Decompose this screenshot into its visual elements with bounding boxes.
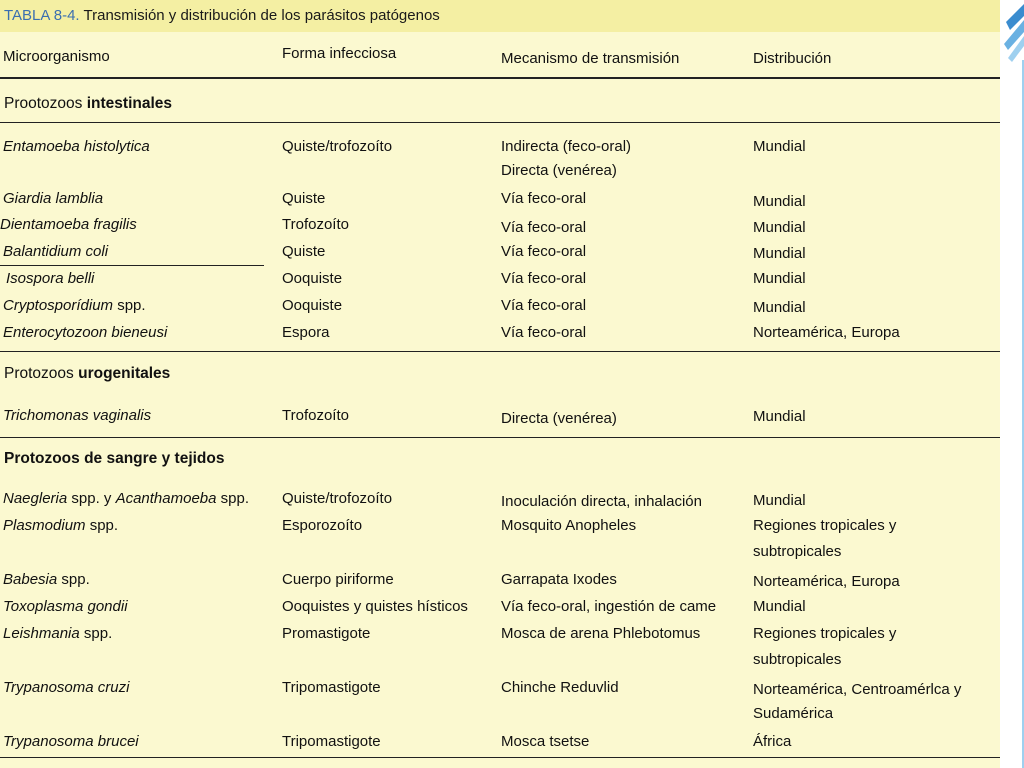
mechanism-line-2: Directa (venérea) [501, 162, 617, 179]
cell-organism: Trypanosoma brucei [3, 733, 139, 750]
cell-form: Trofozoíto [282, 216, 349, 233]
cell-organism: Isospora belli [6, 270, 95, 287]
row-underline [0, 265, 264, 266]
cell-distribution: Mundial [753, 598, 806, 615]
organism-genus: Cryptosporídium [3, 297, 114, 314]
cell-distribution [753, 515, 896, 562]
cell-mechanism: Vía feco-oral [501, 297, 587, 314]
cell-distribution: Mundial [753, 219, 806, 236]
cell-distribution: Mundial [753, 193, 806, 210]
header-distribucion: Distribución [753, 50, 832, 67]
distribution-line-1: Norteamérica, Centroamérlca y [753, 681, 962, 698]
cell-distribution: Mundial [753, 492, 806, 509]
cell-organism [3, 569, 90, 590]
organism-genus-2: Acanthamoeba [115, 490, 217, 507]
organism-suffix: spp. [85, 517, 119, 534]
section-heading-intestinales [4, 95, 172, 113]
distribution-line-2: Sudamérica [753, 705, 834, 722]
cell-form: Esporozoíto [282, 517, 363, 534]
swoosh-icon [1000, 0, 1024, 768]
cell-form: Ooquistes y quistes hísticos [282, 598, 468, 615]
cell-distribution: Mundial [753, 138, 806, 155]
slide-decoration [1000, 0, 1024, 768]
table-header-row [0, 37, 1000, 79]
section-divider [0, 437, 1000, 438]
section-bold: intestinales [86, 95, 173, 112]
cell-mechanism: Vía feco-oral, ingestión de came [501, 598, 717, 615]
cell-form: Ooquiste [282, 270, 343, 287]
cell-form: Quiste [282, 190, 326, 207]
cell-distribution: Mundial [753, 408, 806, 425]
cell-mechanism [501, 136, 631, 181]
cell-mechanism: Vía feco-oral [501, 243, 587, 260]
cell-distribution: Mundial [753, 299, 806, 316]
cell-mechanism: Vía feco-oral [501, 324, 587, 341]
cell-mechanism: Vía feco-oral [501, 190, 587, 207]
distribution-line-2: subtropicales [753, 543, 842, 560]
section-prefix: Prootozoos [4, 95, 83, 112]
organism-genus: Babesia [3, 571, 58, 588]
cell-form: Quiste [282, 243, 326, 260]
header-mecanismo: Mecanismo de transmisión [501, 50, 680, 67]
table-title-text: Transmisión y distribución de los parásitos patógenos [83, 7, 440, 24]
organism-suffix: spp. [79, 625, 113, 642]
table-bottom-rule [0, 757, 1000, 758]
distribution-line-2: subtropicales [753, 651, 842, 668]
section-heading-urogenitales [4, 365, 170, 383]
organism-suffix: spp. [216, 490, 250, 507]
cell-form: Promastigote [282, 625, 371, 642]
organism-suffix: spp. [113, 297, 146, 314]
cell-form: Tripomastigote [282, 679, 381, 696]
cell-form: Cuerpo piriforme [282, 571, 394, 588]
cell-distribution: Norteamérica, Europa [753, 573, 900, 590]
cell-distribution [753, 623, 896, 670]
mechanism-line-1: Indirecta (feco-oral) [501, 138, 632, 155]
cell-organism [3, 515, 118, 536]
cell-organism [3, 295, 146, 316]
cell-organism: Dientamoeba fragilis [0, 216, 137, 233]
section-bold: urogenitales [78, 365, 171, 382]
cell-mechanism: Vía feco-oral [501, 219, 587, 236]
organism-genus: Plasmodium [3, 517, 86, 534]
cell-distribution: Mundial [753, 270, 806, 287]
cell-form: Ooquiste [282, 297, 343, 314]
cell-mechanism: Inoculación directa, inhalación [501, 493, 702, 510]
header-microorganismo: Microorganismo [3, 48, 110, 65]
cell-organism [3, 488, 249, 509]
section-prefix: Protozoos [4, 365, 74, 382]
section-divider [0, 122, 1000, 123]
header-forma-infecciosa: Forma infecciosa [282, 45, 397, 62]
organism-genus: Leishmania [3, 625, 80, 642]
cell-form: Quiste/trofozoíto [282, 490, 393, 507]
cell-mechanism: Mosca tsetse [501, 733, 590, 750]
cell-organism [3, 623, 112, 644]
cell-mechanism: Vía feco-oral [501, 270, 587, 287]
cell-distribution: África [753, 733, 792, 750]
cell-distribution [753, 679, 961, 724]
cell-form: Espora [282, 324, 330, 341]
cell-form: Trofozoíto [282, 407, 349, 424]
cell-form: Tripomastigote [282, 733, 381, 750]
organism-genus: Naegleria [3, 490, 68, 507]
cell-mechanism: Chinche Reduvlid [501, 679, 619, 696]
cell-distribution: Norteamérica, Europa [753, 324, 900, 341]
cell-organism: Giardia lamblia [3, 190, 104, 207]
cell-distribution: Mundial [753, 245, 806, 262]
cell-organism: Trichomonas vaginalis [3, 407, 152, 424]
organism-connector: spp. y [67, 490, 116, 507]
cell-mechanism: Mosca de arena Phlebotomus [501, 625, 701, 642]
section-divider [0, 351, 1000, 352]
section-bold: Protozoos de sangre y tejidos [4, 450, 225, 467]
organism-suffix: spp. [57, 571, 90, 588]
cell-mechanism: Mosquito Anopheles [501, 517, 637, 534]
cell-organism: Toxoplasma gondii [3, 598, 128, 615]
cell-form: Quiste/trofozoíto [282, 138, 393, 155]
distribution-line-1: Regiones tropicales y [753, 625, 897, 642]
section-heading-sangre-tejidos [4, 450, 225, 468]
cell-mechanism: Garrapata Ixodes [501, 571, 617, 588]
table-number: TABLA 8-4. [4, 7, 80, 24]
distribution-line-1: Regiones tropicales y [753, 517, 897, 534]
cell-mechanism: Directa (venérea) [501, 410, 617, 427]
cell-organism: Trypanosoma cruzi [3, 679, 130, 696]
cell-organism: Balantidium coli [3, 243, 109, 260]
cell-organism: Entamoeba histolytica [3, 138, 150, 155]
table-title [0, 0, 1000, 32]
cell-organism: Enterocytozoon bieneusi [3, 324, 168, 341]
